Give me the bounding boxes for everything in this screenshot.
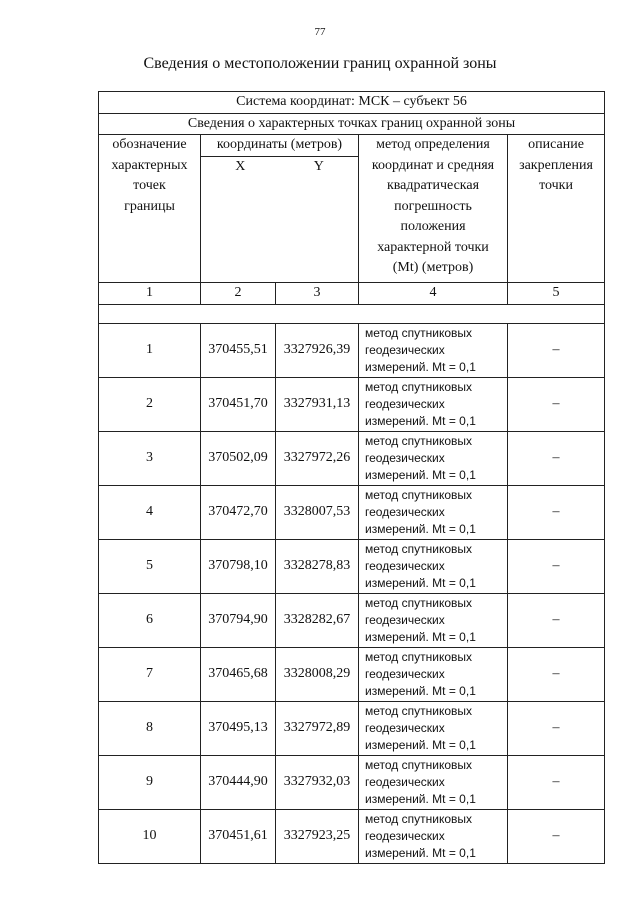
column-number: 3 [276,283,359,305]
table-row [99,539,605,593]
column-numbers-row [99,283,605,305]
column-number: 4 [359,283,508,305]
point-number: 5 [99,539,201,593]
table-row [99,377,605,431]
document-title: Сведения о местоположении границ охранной зоны [143,55,497,72]
method-cell [359,755,508,809]
point-number: 1 [99,323,201,377]
coordinate-x: 370451,61 [201,809,276,863]
header-coordinates: координаты (метров) X Y [201,135,359,283]
method-line: измерений. Mt = 0,1 [365,791,476,806]
method-line: геодезических [365,558,445,573]
point-number: 8 [99,701,201,755]
method-cell [359,701,508,755]
method-line: измерений. Mt = 0,1 [365,359,476,374]
method-line: измерений. Mt = 0,1 [365,629,476,644]
coordinate-y: 3328282,67 [276,593,359,647]
method-cell [359,539,508,593]
method-line: метод спутниковых [365,325,473,340]
table-row [99,809,605,863]
coordinate-y: 3327926,39 [276,323,359,377]
method-line: геодезических [365,666,445,681]
point-number: 4 [99,485,201,539]
table-row [99,431,605,485]
spacer-row [99,304,605,323]
method-line: геодезических [365,396,445,411]
description-cell: – [508,593,605,647]
coordinate-y: 3327923,25 [276,809,359,863]
method-line: метод спутниковых [365,757,473,772]
description-cell: – [508,755,605,809]
method-cell [359,323,508,377]
header-x: X [235,158,246,174]
description-cell: – [508,647,605,701]
coordinate-y: 3327931,13 [276,377,359,431]
method-line: измерений. Mt = 0,1 [365,413,476,428]
method-line: метод спутниковых [365,541,473,556]
coordinate-x: 370502,09 [201,431,276,485]
table-row [99,647,605,701]
table-row [99,755,605,809]
method-cell [359,647,508,701]
section-label: Сведения о характерных точках границ охранной зоны [99,113,605,135]
coordinate-x: 370472,70 [201,485,276,539]
description-cell: – [508,701,605,755]
method-line: метод спутниковых [365,703,473,718]
description-cell: – [508,485,605,539]
method-line: метод спутниковых [365,487,473,502]
table-row [99,701,605,755]
method-line: измерений. Mt = 0,1 [365,575,476,590]
method-cell [359,809,508,863]
method-cell [359,377,508,431]
method-line: измерений. Mt = 0,1 [365,467,476,482]
description-cell: – [508,539,605,593]
coordinate-x: 370794,90 [201,593,276,647]
coordinate-x: 370444,90 [201,755,276,809]
description-cell: – [508,377,605,431]
point-number: 9 [99,755,201,809]
point-number: 3 [99,431,201,485]
boundary-points-table [98,91,605,864]
table-row [99,485,605,539]
method-line: метод спутниковых [365,433,473,448]
method-line: метод спутниковых [365,379,473,394]
coordinate-y: 3328008,29 [276,647,359,701]
method-line: геодезических [365,774,445,789]
method-line: геодезических [365,504,445,519]
method-cell [359,593,508,647]
coordinate-x: 370451,70 [201,377,276,431]
table-row [99,323,605,377]
table-row [99,593,605,647]
coordinate-x: 370495,13 [201,701,276,755]
method-line: геодезических [365,828,445,843]
method-line: геодезических [365,450,445,465]
point-number: 10 [99,809,201,863]
description-cell: – [508,809,605,863]
coordinate-y: 3328007,53 [276,485,359,539]
method-line: измерений. Mt = 0,1 [365,521,476,536]
column-number: 1 [99,283,201,305]
coordinate-system-label: Система координат: МСК – субъект 56 [99,92,605,114]
method-line: метод спутниковых [365,649,473,664]
method-line: метод спутниковых [365,811,473,826]
method-line: измерений. Mt = 0,1 [365,683,476,698]
header-description: описание закрепления точки [508,135,605,283]
page-number: 77 [314,26,326,38]
method-line: измерений. Mt = 0,1 [365,737,476,752]
method-line: геодезических [365,612,445,627]
method-line: метод спутниковых [365,595,473,610]
point-number: 2 [99,377,201,431]
method-line: геодезических [365,342,445,357]
coordinate-y: 3327972,89 [276,701,359,755]
description-cell: – [508,323,605,377]
coordinate-y: 3328278,83 [276,539,359,593]
coordinate-x: 370465,68 [201,647,276,701]
method-cell [359,485,508,539]
header-y: Y [313,158,324,174]
coordinate-y: 3327972,26 [276,431,359,485]
method-line: измерений. Mt = 0,1 [365,845,476,860]
method-line: геодезических [365,720,445,735]
coordinate-x: 370455,51 [201,323,276,377]
header-point-designation: обозначение характерных точек границы [99,135,201,283]
point-number: 6 [99,593,201,647]
coordinate-x: 370798,10 [201,539,276,593]
method-cell [359,431,508,485]
coordinate-y: 3327932,03 [276,755,359,809]
point-number: 7 [99,647,201,701]
description-cell: – [508,431,605,485]
column-number: 5 [508,283,605,305]
header-method: метод определения координат и средняя квадратическая погрешность положения характерной точки (Mt) (метров) [359,135,508,283]
column-number: 2 [201,283,276,305]
